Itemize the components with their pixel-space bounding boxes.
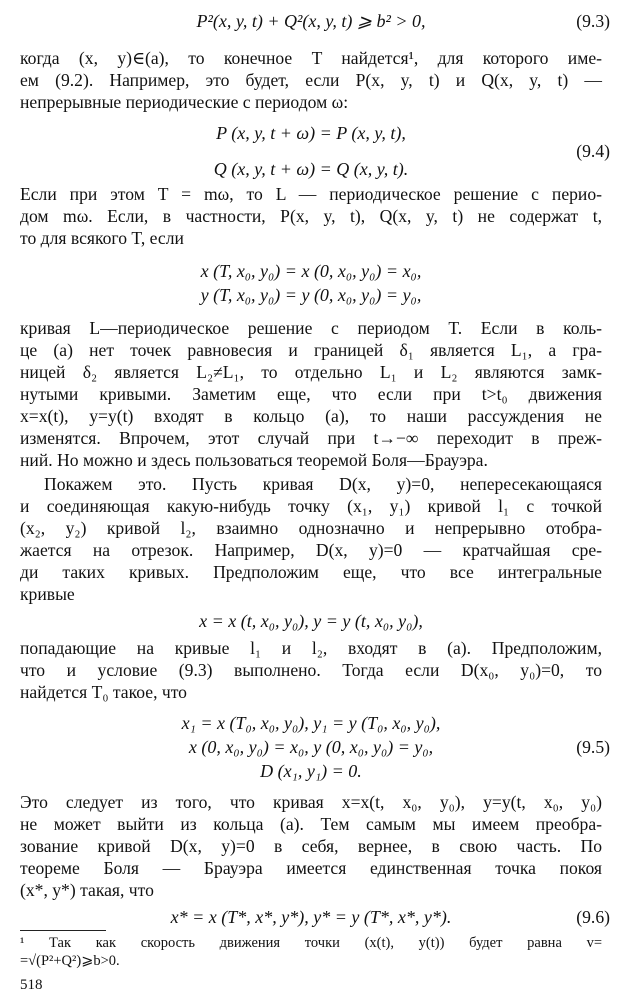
page-number: 518 (20, 977, 43, 993)
text-line-9: ницей δ₂ является L₂≠L₁, то отдельно L₁ и L₂ являются замк- (20, 362, 602, 382)
text-line-13: ний. Но можно и здесь пользоваться теоремой Боля—Брауэра. (20, 450, 488, 470)
equation-number-9-3: (9.3) (576, 11, 610, 31)
text-line-17: жается на отрезок. Например, D(x, y)=0 — кратчайшая сре- (20, 540, 602, 560)
text-line-3: непрерывные периодические с периодом ω: (20, 92, 349, 112)
equation-9-4-a: P (x, y, t + ω) = P (x, y, t), (216, 123, 406, 143)
equation-number-9-4: (9.4) (576, 141, 610, 161)
text-line-7: кривая L—периодическое решение с периодом T. Если в коль- (20, 318, 602, 338)
equation-9-5-b: x (0, x₀, y₀) = x₀, y (0, x₀, y₀) = y₀, (188, 737, 434, 757)
equation-9-5-c: D (x₁, y₁) = 0. (260, 761, 362, 781)
text-line-10: нутыми кривыми. Заметим еще, что если при t>t₀ движения (20, 384, 602, 404)
equation-system-b: y (T, x₀, y₀) = y (0, x₀, y₀) = y₀, (200, 285, 422, 305)
equation-9-4-b: Q (x, y, t + ω) = Q (x, y, t). (213, 159, 409, 179)
text-line-21: что и условие (9.3) выполнено. Тогда если D(x₀, y₀)=0, то (20, 660, 602, 680)
text-line-16: (x₂, y₂) кривой l₂, взаимно однозначно и непрерывно отобра- (20, 518, 602, 538)
equation-9-5-a: x₁ = x (T₀, x₀, y₀), y₁ = y (T₀, x₀, y₀), (181, 713, 441, 733)
text-line-5: дом mω. Если, в частности, P(x, y, t), Q(x, y, t) не содержат t, (20, 206, 602, 226)
footnote-rule (20, 930, 106, 931)
text-line-2: ем (9.2). Например, это будет, если P(x, y, t) и Q(x, y, t) — (20, 70, 602, 90)
text-line-4: Если при этом T = mω, то L — периодическое решение с перио- (20, 184, 602, 204)
equation-number-9-5: (9.5) (576, 737, 610, 757)
text-line-14: Покажем это. Пусть кривая D(x, y)=0, непересекающаяся (44, 474, 602, 494)
equation-9-3: P²(x, y, t) + Q²(x, y, t) ⩾ b² > 0, (196, 11, 426, 31)
text-line-20: попадающие на кривые l₁ и l₂, входят в (a). Предположим, (20, 638, 602, 658)
text-line-25: зование кривой D(x, y)=0 в себя, вернее, в свою часть. По (20, 836, 602, 856)
equation-trajectory: x = x (t, x₀, y₀), y = y (t, x₀, y₀), (199, 611, 423, 631)
text-line-6: то для всякого T, если (20, 228, 184, 248)
text-line-8: це (a) нет точек равновесия и границей δ₁ является L₁, а гра- (20, 340, 602, 360)
text-line-23: Это следует из того, что кривая x=x(t, x₀, y₀), y=y(t, x₀, y₀) (20, 792, 602, 812)
text-line-27: (x*, y*) такая, что (20, 880, 154, 900)
text-line-12: изменятся. Впрочем, этот случай при t→−∞ переходит в преж- (20, 428, 602, 448)
text-line-24: не может выйти из кольца (a). Тем самым мы имеем преобра- (20, 814, 602, 834)
equation-9-6: x* = x (T*, x*, y*), y* = y (T*, x*, y*). (170, 907, 452, 927)
text-line-22: найдется T₀ такое, что (20, 682, 187, 702)
footnote-line-2: =√(P²+Q²)⩾b>0. (20, 953, 120, 969)
text-line-19: кривые (20, 584, 75, 604)
footnote-line-1: ¹ Так как скорость движения точки (x(t), y(t)) будет равна v= (20, 935, 602, 951)
text-line-18: ди таких кривых. Предположим еще, что все интегральные (20, 562, 602, 582)
text-line-11: x=x(t), y=y(t) входят в кольцо (a), то наши рассуждения не (20, 406, 602, 426)
equation-system-a: x (T, x₀, y₀) = x (0, x₀, y₀) = x₀, (200, 261, 422, 281)
equation-number-9-6: (9.6) (576, 907, 610, 927)
text-line-26: теореме Боля — Брауэра имеется единственная точка покоя (20, 858, 602, 878)
text-line-15: и соединяющая какую-нибудь точку (x₁, y₁) кривой l₁ с точкой (20, 496, 602, 516)
text-line-1: когда (x, y)∈(a), то конечное T найдется¹, для которого име- (20, 48, 602, 68)
